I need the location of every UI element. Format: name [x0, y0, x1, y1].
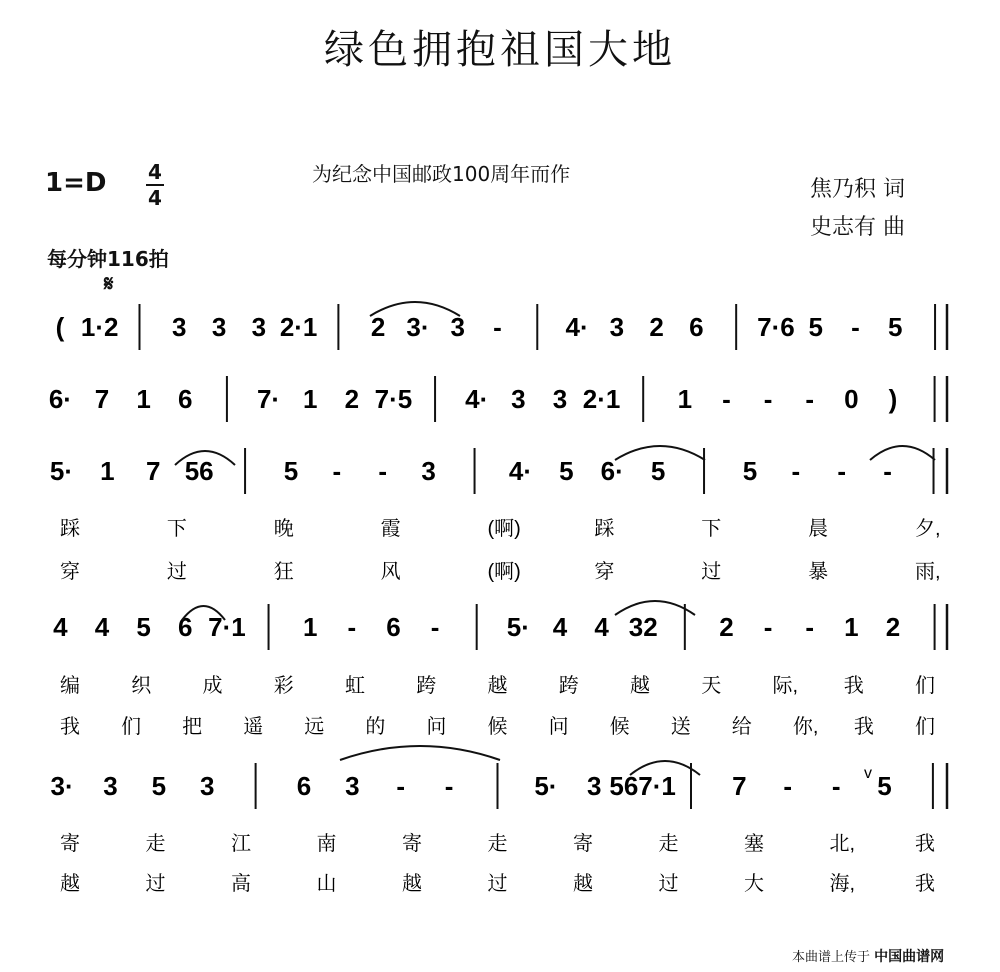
note: 5· — [49, 456, 74, 486]
lyric-word: 过 — [166, 561, 187, 583]
note: 7 — [732, 771, 747, 801]
note: - — [783, 771, 793, 801]
note: 6 — [296, 771, 312, 801]
lyric-word: 越 — [402, 873, 422, 895]
segno-sign: 𝄋 — [104, 272, 114, 297]
note: 56 — [184, 456, 214, 486]
lyric-word: 走 — [487, 833, 508, 855]
note: 3 — [587, 771, 602, 801]
lyric-word: 塞 — [744, 833, 764, 855]
note: 4 — [53, 612, 68, 642]
lyric-word: 暴 — [808, 561, 829, 583]
lyric-word: 霞 — [380, 518, 401, 540]
note: - — [722, 384, 731, 414]
note: 1 — [302, 612, 318, 642]
lyric-word: 际, — [772, 675, 799, 697]
note: 1·2 — [80, 312, 119, 342]
lyric-word: 大 — [744, 873, 764, 895]
time-signature-bottom: 4 — [148, 186, 162, 210]
lyric-word: (啊) — [487, 518, 521, 540]
lyric-word: 织 — [131, 675, 152, 697]
lyric-word: 越 — [487, 675, 508, 697]
note: 32 — [628, 612, 658, 642]
lyric-word: 跨 — [416, 675, 437, 697]
note: - — [493, 312, 502, 342]
note: 3 — [103, 771, 118, 801]
note: 5· — [534, 771, 558, 801]
lyric-word: 海, — [829, 873, 856, 895]
lyric-word: (啊) — [487, 561, 521, 583]
note: 5· — [506, 612, 530, 642]
lyric-word: 狂 — [273, 561, 294, 583]
note: 7· — [256, 384, 281, 414]
note: 4 — [594, 612, 609, 642]
lyric-word: 给 — [731, 716, 752, 738]
note: - — [378, 456, 388, 486]
note: 1 — [844, 612, 859, 642]
slur — [340, 746, 500, 760]
note: 4· — [465, 384, 489, 414]
lyric-word: 越 — [630, 675, 650, 697]
note: 4· — [565, 312, 589, 342]
composer-credit: 史志有 曲 — [810, 215, 905, 240]
note: - — [851, 312, 860, 342]
lyric-word: 山 — [316, 873, 337, 895]
lyric-word: 过 — [145, 873, 166, 895]
note: 2 — [344, 384, 360, 414]
lyric-word: 们 — [915, 716, 935, 738]
note: 1 — [302, 384, 318, 414]
note: 5 — [650, 456, 666, 486]
note: - — [805, 612, 815, 642]
breath-mark: v — [864, 765, 872, 782]
lyric-word: 走 — [658, 833, 679, 855]
lyric-word: 天 — [701, 675, 722, 697]
note: - — [791, 456, 801, 486]
lyric-word: 送 — [670, 716, 691, 738]
subtitle: 为纪念中国邮政100周年而作 — [312, 162, 571, 186]
lyric-word: 下 — [701, 518, 722, 540]
note: - — [763, 384, 773, 414]
lyric-word: 们 — [121, 716, 142, 738]
lyric-word: 们 — [915, 675, 935, 697]
note: 7·1 — [208, 612, 246, 642]
lyric-word: 我 — [915, 833, 935, 855]
note: - — [805, 384, 815, 414]
lyric-word: 晨 — [808, 518, 829, 540]
note: 5 — [559, 456, 574, 486]
note: 4 — [552, 612, 568, 642]
lyric-word: 江 — [231, 833, 251, 855]
note: 3 — [172, 312, 187, 342]
note: 5 — [808, 312, 823, 342]
note: 7 — [94, 384, 110, 414]
note: 3 — [199, 771, 215, 801]
lyric-word: 跨 — [558, 675, 579, 697]
note: 5 — [877, 771, 892, 801]
note: - — [444, 771, 454, 801]
note: - — [332, 456, 342, 486]
note: 1 — [677, 384, 693, 414]
note: 7·5 — [374, 384, 413, 414]
lyric-word: 走 — [145, 833, 166, 855]
note: 4· — [508, 456, 533, 486]
note: 3· — [406, 312, 430, 342]
note: 2·1 — [582, 384, 621, 414]
lyric-word: 穿 — [594, 561, 615, 583]
lyric-word: 虹 — [345, 675, 365, 697]
lyric-word: 踩 — [60, 518, 80, 540]
lyric-word: 晚 — [273, 518, 294, 540]
note: 6 — [386, 612, 401, 642]
lyric-word: 问 — [426, 716, 447, 738]
lyric-word: 下 — [166, 518, 187, 540]
lyric-word: 彩 — [273, 675, 294, 697]
note: - — [831, 771, 841, 801]
note: 5 — [888, 312, 903, 342]
footer — [792, 946, 944, 966]
note: 2 — [370, 312, 386, 342]
footer-site: 中国曲谱网 — [874, 949, 945, 965]
note: 6 — [689, 312, 704, 342]
note: 567·1 — [609, 771, 676, 801]
note: 5 — [151, 771, 167, 801]
lyric-word: 我 — [853, 716, 874, 738]
note: 3 — [450, 312, 465, 342]
lyric-word: 穿 — [60, 561, 80, 583]
lyric-word: 过 — [701, 561, 722, 583]
lyric-word: 寄 — [573, 833, 593, 855]
note: 4 — [94, 612, 110, 642]
note: 7 — [146, 456, 161, 486]
lyric-word: 越 — [60, 873, 80, 895]
note: 3 — [511, 384, 526, 414]
note: 0 — [844, 384, 859, 414]
note: 3· — [50, 771, 74, 801]
lyric-word: 我 — [915, 873, 935, 895]
note: 3 — [345, 771, 360, 801]
note: 2 — [719, 612, 734, 642]
note: - — [396, 771, 406, 801]
lyric-word: 寄 — [60, 833, 80, 855]
note: 5 — [742, 456, 758, 486]
lyric-word: 过 — [658, 873, 679, 895]
lyric-word: 寄 — [402, 833, 422, 855]
lyric-word: 雨, — [915, 561, 941, 583]
note: 5 — [283, 456, 299, 486]
note: - — [763, 612, 773, 642]
footer-text: 本曲谱上传于 — [792, 950, 871, 965]
lyric-word: 我 — [60, 716, 80, 738]
lyric-word: 候 — [487, 716, 508, 738]
note: 6· — [48, 384, 72, 414]
slur — [870, 446, 935, 460]
note: 7·6 — [757, 312, 795, 342]
note: ) — [888, 384, 898, 414]
lyric-word: 我 — [843, 675, 864, 697]
note: 3 — [552, 384, 568, 414]
lyric-word: 成 — [202, 675, 223, 697]
lyric-word: 过 — [487, 873, 508, 895]
lyric-word: 风 — [380, 561, 401, 583]
time-signature-top: 4 — [148, 160, 162, 184]
lyric-word: 北, — [829, 833, 856, 855]
note: 6 — [178, 612, 193, 642]
note: 2·1 — [279, 312, 318, 342]
note: - — [347, 612, 357, 642]
note: 3 — [211, 312, 227, 342]
note: - — [883, 456, 892, 486]
lyric-word: 候 — [609, 716, 630, 738]
note: 3 — [609, 312, 625, 342]
note: 1 — [100, 456, 115, 486]
lyric-word: 问 — [548, 716, 569, 738]
lyric-word: 南 — [316, 833, 337, 855]
lyric-word: 把 — [182, 716, 203, 738]
note: 6 — [178, 384, 193, 414]
lyric-word: 远 — [304, 716, 325, 738]
note: - — [837, 456, 847, 486]
note: 3 — [251, 312, 267, 342]
note: 6· — [600, 456, 624, 486]
lyric-word: 夕, — [915, 518, 941, 540]
note: 1 — [136, 384, 151, 414]
lyricist-credit: 焦乃积 词 — [810, 177, 905, 202]
lyric-word: 越 — [573, 873, 593, 895]
lyric-word: 遥 — [243, 716, 264, 738]
lyric-word: 的 — [365, 716, 386, 738]
note: - — [430, 612, 440, 642]
note: ( — [55, 312, 65, 342]
lyric-word: 编 — [60, 675, 80, 697]
note: 2 — [885, 612, 901, 642]
tempo-marking: 每分钟116拍 — [47, 247, 169, 271]
page-title: 绿色拥抱祖国大地 — [324, 27, 676, 73]
note: 2 — [649, 312, 664, 342]
lyric-word: 踩 — [594, 518, 615, 540]
lyric-word: 你, — [792, 716, 819, 738]
note: 5 — [136, 612, 151, 642]
lyric-word: 高 — [231, 873, 251, 895]
key-signature: 1=D — [45, 168, 107, 198]
note: 3 — [421, 456, 436, 486]
